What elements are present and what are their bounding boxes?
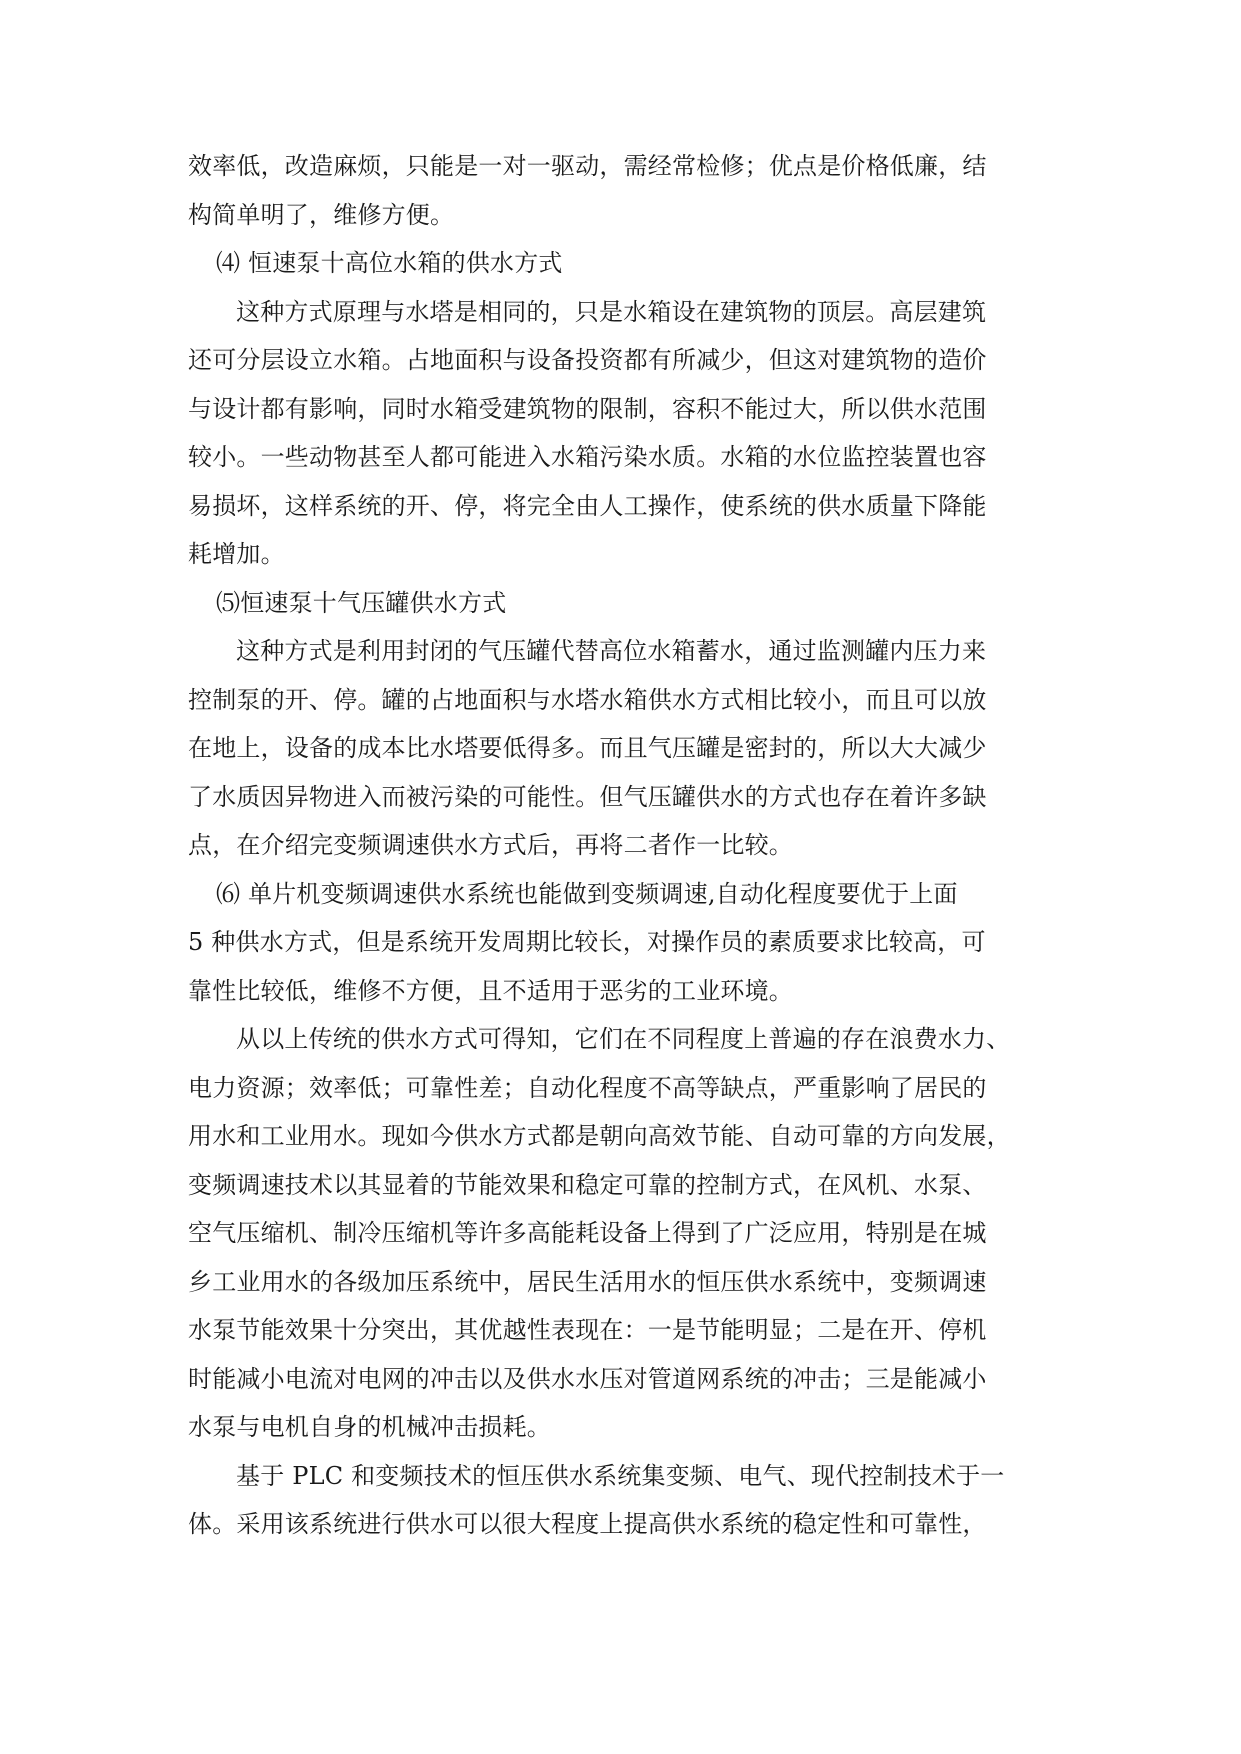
text-line: 这种方式原理与水塔是相同的，只是水箱设在建筑物的顶层。高层建筑 xyxy=(236,298,987,326)
text-line: 时能减小电流对电网的冲击以及供水水压对管道网系统的冲击；三是能减小 xyxy=(188,1365,987,1393)
text-line: 与设计都有影响，同时水箱受建筑物的限制，容积不能过大，所以供水范围 xyxy=(188,395,987,423)
text-line: 还可分层设立水箱。占地面积与设备投资都有所减少，但这对建筑物的造价 xyxy=(188,346,987,374)
text-line: 这种方式是利用封闭的气压罐代替高位水箱蓄水，通过监测罐内压力来 xyxy=(236,637,987,665)
text-line: 在地上，设备的成本比水塔要低得多。而且气压罐是密封的，所以大大减少 xyxy=(188,734,987,762)
text-line: 水泵节能效果十分突出，其优越性表现在：一是节能明显；二是在开、停机 xyxy=(188,1316,987,1344)
text-line: 电力资源；效率低；可靠性差；自动化程度不高等缺点，严重影响了居民的 xyxy=(188,1074,987,1102)
text-line: 变频调速技术以其显着的节能效果和稳定可靠的控制方式，在风机、水泵、 xyxy=(188,1171,987,1199)
text-line: 了水质因异物进入而被污染的可能性。但气压罐供水的方式也存在着许多缺 xyxy=(188,783,987,811)
text-line: 点，在介绍完变频调速供水方式后，再将二者作一比较。 xyxy=(188,831,793,859)
text-line: 空气压缩机、制冷压缩机等许多高能耗设备上得到了广泛应用，特别是在城 xyxy=(188,1219,987,1247)
section-heading-5: ⑸恒速泵十气压罐供水方式 xyxy=(216,589,507,617)
text-line: 效率低，改造麻烦，只能是一对一驱动，需经常检修；优点是价格低廉，结 xyxy=(188,152,987,180)
section-heading-6: ⑹ 单片机变频调速供水系统也能做到变频调速,自动化程度要优于上面 xyxy=(216,880,958,908)
text-line: 耗增加。 xyxy=(188,540,285,568)
text-line: 易损坏，这样系统的开、停，将完全由人工操作，使系统的供水质量下降能 xyxy=(188,492,987,520)
text-line: 水泵与电机自身的机械冲击损耗。 xyxy=(188,1413,551,1441)
text-line: 用水和工业用水。现如今供水方式都是朝向高效节能、自动可靠的方向发展， xyxy=(188,1122,1011,1150)
text-line: 5 种供水方式，但是系统开发周期比较长，对操作员的素质要求比较高，可 xyxy=(188,928,986,956)
text-line: 控制泵的开、停。罐的占地面积与水塔水箱供水方式相比较小，而且可以放 xyxy=(188,686,987,714)
text-line: 基于 PLC 和变频技术的恒压供水系统集变频、电气、现代控制技术于一 xyxy=(236,1462,1005,1490)
section-heading-4: ⑷ 恒速泵十高位水箱的供水方式 xyxy=(216,249,563,277)
text-line: 较小。一些动物甚至人都可能进入水箱污染水质。水箱的水位监控装置也容 xyxy=(188,443,987,471)
text-line: 体。采用该系统进行供水可以很大程度上提高供水系统的稳定性和可靠性， xyxy=(188,1510,987,1538)
text-line: 靠性比较低，维修不方便，且不适用于恶劣的工业环境。 xyxy=(188,977,793,1005)
text-line: 构简单明了，维修方便。 xyxy=(188,201,455,229)
text-line: 从以上传统的供水方式可得知，它们在不同程度上普遍的存在浪费水力、 xyxy=(236,1025,1011,1053)
text-line: 乡工业用水的各级加压系统中，居民生活用水的恒压供水系统中，变频调速 xyxy=(188,1268,987,1296)
